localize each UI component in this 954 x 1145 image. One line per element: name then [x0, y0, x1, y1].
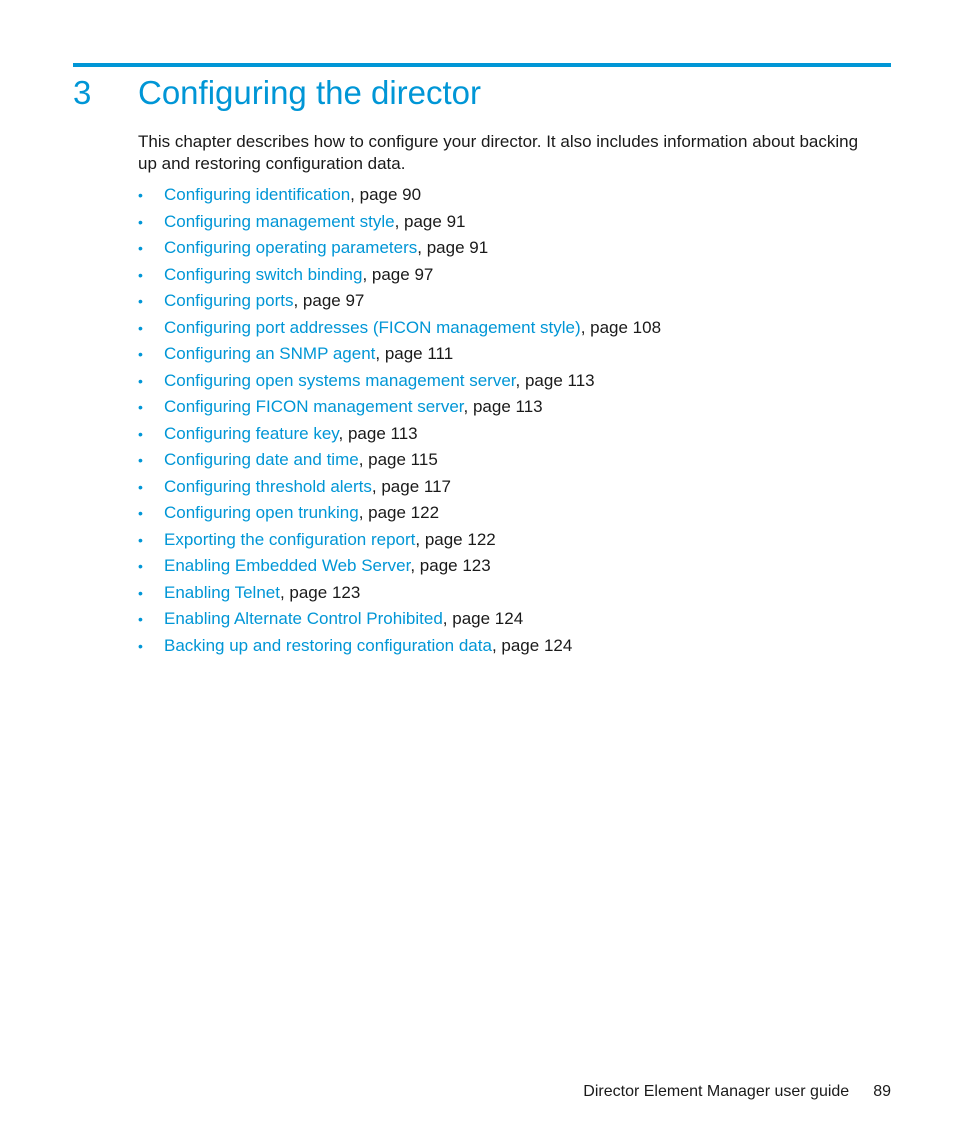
bullet-icon: • — [138, 213, 143, 230]
toc-item — [138, 262, 661, 289]
toc-item — [138, 553, 661, 580]
toc-link[interactable]: Enabling Alternate Control Prohibited — [164, 609, 443, 628]
chapter-top-rule — [73, 63, 891, 67]
bullet-icon: • — [138, 584, 143, 601]
toc-page-ref: , page 113 — [463, 397, 543, 416]
bullet-icon: • — [138, 187, 143, 203]
toc-link[interactable]: Configuring management style — [164, 211, 395, 231]
toc-item — [138, 394, 661, 421]
toc-item — [138, 421, 661, 448]
toc-page-ref: , page 115 — [358, 450, 438, 469]
bullet-icon: • — [138, 266, 143, 283]
toc-page-ref: , page 123 — [279, 582, 361, 602]
toc-link[interactable]: Configuring open systems management server — [164, 370, 516, 390]
footer-page-number: 89 — [873, 1083, 891, 1100]
toc-link[interactable]: Enabling Embedded Web Server — [164, 556, 411, 575]
toc-link[interactable]: Exporting the configuration report — [164, 529, 416, 549]
toc-link[interactable]: Configuring date and time — [164, 450, 359, 469]
toc-page-ref: , page 123 — [410, 556, 491, 575]
toc-page-ref: , page 122 — [415, 529, 496, 549]
toc-link[interactable]: Configuring open trunking — [164, 503, 359, 522]
toc-page-ref: , page 113 — [338, 423, 418, 443]
toc-link[interactable]: Configuring threshold alerts — [164, 476, 372, 496]
bullet-icon: • — [138, 240, 143, 256]
toc-page-ref: , page 91 — [394, 211, 466, 231]
toc-item — [138, 606, 661, 633]
toc-item — [138, 235, 661, 262]
footer-guide-title: Director Element Manager user guide — [583, 1083, 850, 1100]
toc-item — [138, 288, 661, 315]
toc-page-ref: , page 90 — [350, 185, 422, 204]
toc-link[interactable]: Configuring switch binding — [164, 264, 363, 284]
toc-link[interactable]: Configuring feature key — [164, 423, 339, 443]
chapter-title: Configuring the director — [138, 74, 482, 111]
toc-page-ref: , page 122 — [358, 503, 440, 522]
toc-link[interactable]: Configuring identification — [164, 185, 351, 204]
toc-item — [138, 315, 661, 342]
toc-item — [138, 447, 661, 474]
bullet-icon: • — [138, 293, 143, 309]
bullet-icon: • — [138, 505, 143, 521]
toc-item — [138, 368, 661, 395]
toc-page-ref: , page 97 — [293, 291, 365, 310]
toc-page-ref: , page 97 — [362, 264, 434, 284]
bullet-icon: • — [138, 637, 143, 654]
toc-link[interactable]: Configuring operating parameters — [164, 238, 418, 257]
bullet-icon: • — [138, 372, 143, 389]
chapter-intro: This chapter describes how to configure your director. It also includes information about backing up and restoring configuration data. — [138, 132, 859, 173]
toc-link[interactable]: Configuring an SNMP agent — [164, 344, 376, 363]
toc-page-ref: , page 113 — [515, 370, 595, 390]
toc-item — [138, 182, 661, 209]
toc-link[interactable]: Configuring ports — [164, 291, 294, 310]
toc-page-ref: , page 124 — [491, 635, 573, 655]
bullet-icon: • — [138, 319, 143, 336]
toc-item — [138, 500, 661, 527]
bullet-icon: • — [138, 478, 143, 495]
toc-page-ref: , page 111 — [375, 344, 454, 363]
toc-link[interactable]: Configuring port addresses (FICON management style) — [164, 317, 581, 337]
page-footer — [583, 1081, 891, 1103]
bullet-icon: • — [138, 531, 143, 548]
chapter-contents-list — [138, 182, 661, 659]
toc-item — [138, 527, 661, 554]
toc-item — [138, 633, 661, 660]
toc-page-ref: , page 108 — [580, 317, 662, 337]
toc-item — [138, 580, 661, 607]
toc-link[interactable]: Enabling Telnet — [164, 582, 280, 602]
toc-page-ref: , page 124 — [442, 609, 524, 628]
toc-item — [138, 209, 661, 236]
bullet-icon: • — [138, 558, 143, 574]
toc-page-ref: , page 117 — [371, 476, 451, 496]
bullet-icon: • — [138, 452, 143, 468]
toc-page-ref: , page 91 — [417, 238, 489, 257]
bullet-icon: • — [138, 425, 143, 442]
toc-item — [138, 341, 661, 368]
chapter-number: 3 — [73, 74, 92, 111]
bullet-icon: • — [138, 399, 143, 415]
bullet-icon: • — [138, 611, 143, 627]
toc-link[interactable]: Configuring FICON management server — [164, 397, 464, 416]
toc-link[interactable]: Backing up and restoring configuration data — [164, 635, 492, 655]
bullet-icon: • — [138, 346, 143, 362]
toc-item — [138, 474, 661, 501]
